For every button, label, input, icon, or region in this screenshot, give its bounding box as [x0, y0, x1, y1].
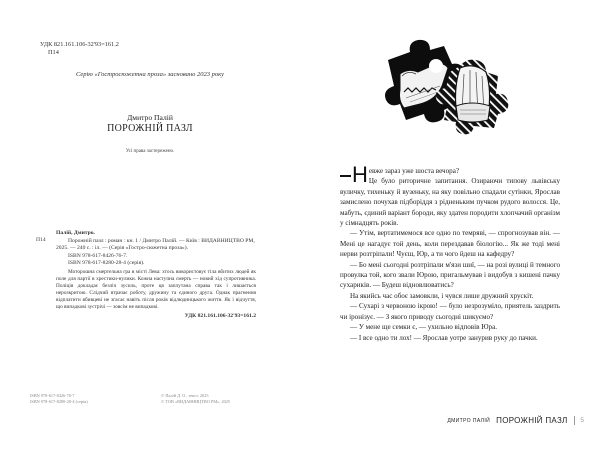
paragraph: На якийсь час обоє замовкли, і чувся лише дружний хрускіт. [350, 291, 534, 300]
paragraph: — Сухарі з червоною ікрою! — було незрозуміло, приятель заздрить чи іронізує. — З якого приводу сьогодні шикуємо? [340, 302, 560, 321]
paragraph: — Утім, вертатимемося все одно по темряві, — спрогнозував він. — Мені це нагадує той день, коли перездавав біологію... Як же тоді мені нерви розтріпали! Чуєш, Юр, а ти чого йдеш на кафедру? [340, 229, 560, 259]
copyright-text: © Палій Д. О., текст, 2025 [161, 393, 209, 398]
catalog-annotation: Моторошна смертельна гра в місті Лева: хтось використовує тіла вбитих людей як поле для партії в хрестики-нулики. Кожна наступна смерть — новий хід супротивника. Поліція докладає безліч зусиль, проте ця заплутана справа так і лишається нерозкритою. Слідчий втрачає роботу, дружину та єдиного друга. Однак прагнення відплатити вбивцеві не згасає навіть після років відлюдницького життя. Як і відчуття, що випадкові зустрічі — зовсім не випадкові. [56, 268, 256, 311]
chapter-body [340, 162, 560, 343]
paragraph-text: евже зараз уже шоста вечора? [368, 167, 459, 175]
paragraph: — Бо мені сьогодні розтріпали м'язи шиї, — на розі вулиці й темного провулка той, кого звали Юрою, пригальмував і видобув з кишені пачку сухариків. — Будеш відновлюватись? [340, 260, 560, 290]
catalog-heading: Палій, Дмитро. [56, 230, 95, 236]
series-note: Серію «Гостросюжетна проза» засновано 2023 року [75, 71, 225, 78]
puzzle-illustration-icon [348, 20, 518, 140]
catalog-class-code: П14 [36, 237, 46, 243]
page-number: 5 [580, 417, 584, 424]
paragraph-opening [340, 162, 560, 228]
footer-title: ПОРОЖНІЙ ПАЗЛ [496, 416, 568, 425]
udk-code: УДК 821.161.106-32'93=161.2 [40, 41, 119, 48]
catalog-isbn-1: ISBN 978-617-8426-76-7. [68, 252, 128, 259]
class-code: П14 [48, 49, 59, 56]
catalog-udk: УДК 821.161.106-32'93=161.2 [184, 312, 256, 319]
right-page [300, 0, 600, 450]
copyright-publisher: © ТОВ «ВИДАВНИЦТВО РМ», 2025 [161, 399, 231, 404]
catalog-record [56, 230, 256, 320]
footer-copyright-block [161, 393, 230, 405]
paragraph-text: Це було риторичне запитання. Озираючи типову львівську вуличку, тихеньку й вузеньку, на яку повільно спадали сутінки, Ярослав замислено почухав підборіддя з рідненьким пучком рудого волосся. Це, мабуть, єдиний варіант бороди, яку здатен породити хлопчачий організм у сімнадцять років. [340, 177, 560, 228]
catalog-description: Порожній пазл : роман : кн. 1 / Дмитро Палій. — Київ : ВИДАВНИЦТВО РМ, 2025. — 240 с. : іл. — (Серія «Гострo-сюжетна проза»). [56, 237, 255, 252]
rights-notice: Усі права застережено. [125, 149, 175, 154]
paragraph: — У мене ще семки є, — ухильно відповів Юра. [350, 323, 498, 332]
udk-code-block [40, 41, 119, 57]
dropcap [340, 162, 368, 187]
dropcap-letter: Н [352, 162, 368, 187]
running-footer [447, 416, 584, 425]
footer-author: ДМИТРО ПАЛІЙ [447, 417, 491, 424]
book-title: ПОРОЖНІЙ ПАЗЛ [107, 123, 193, 134]
dropcap-dash [340, 175, 351, 177]
footer-isbn-1: ISBN 978-617-8426-76-7 [30, 393, 75, 398]
footer-isbn-block [30, 393, 88, 405]
footer-isbn-2: ISBN 978-617-8280-28-4 (серія) [30, 399, 88, 404]
footer-divider [574, 416, 575, 425]
paragraph: — І все одно ти лох! — Ярослав уотре занурив руку до пачки. [350, 333, 538, 342]
book-author: Дмитро Палій [127, 113, 173, 122]
catalog-isbn-2: ISBN 978-617-8280-28-4 (серія). [68, 260, 145, 267]
